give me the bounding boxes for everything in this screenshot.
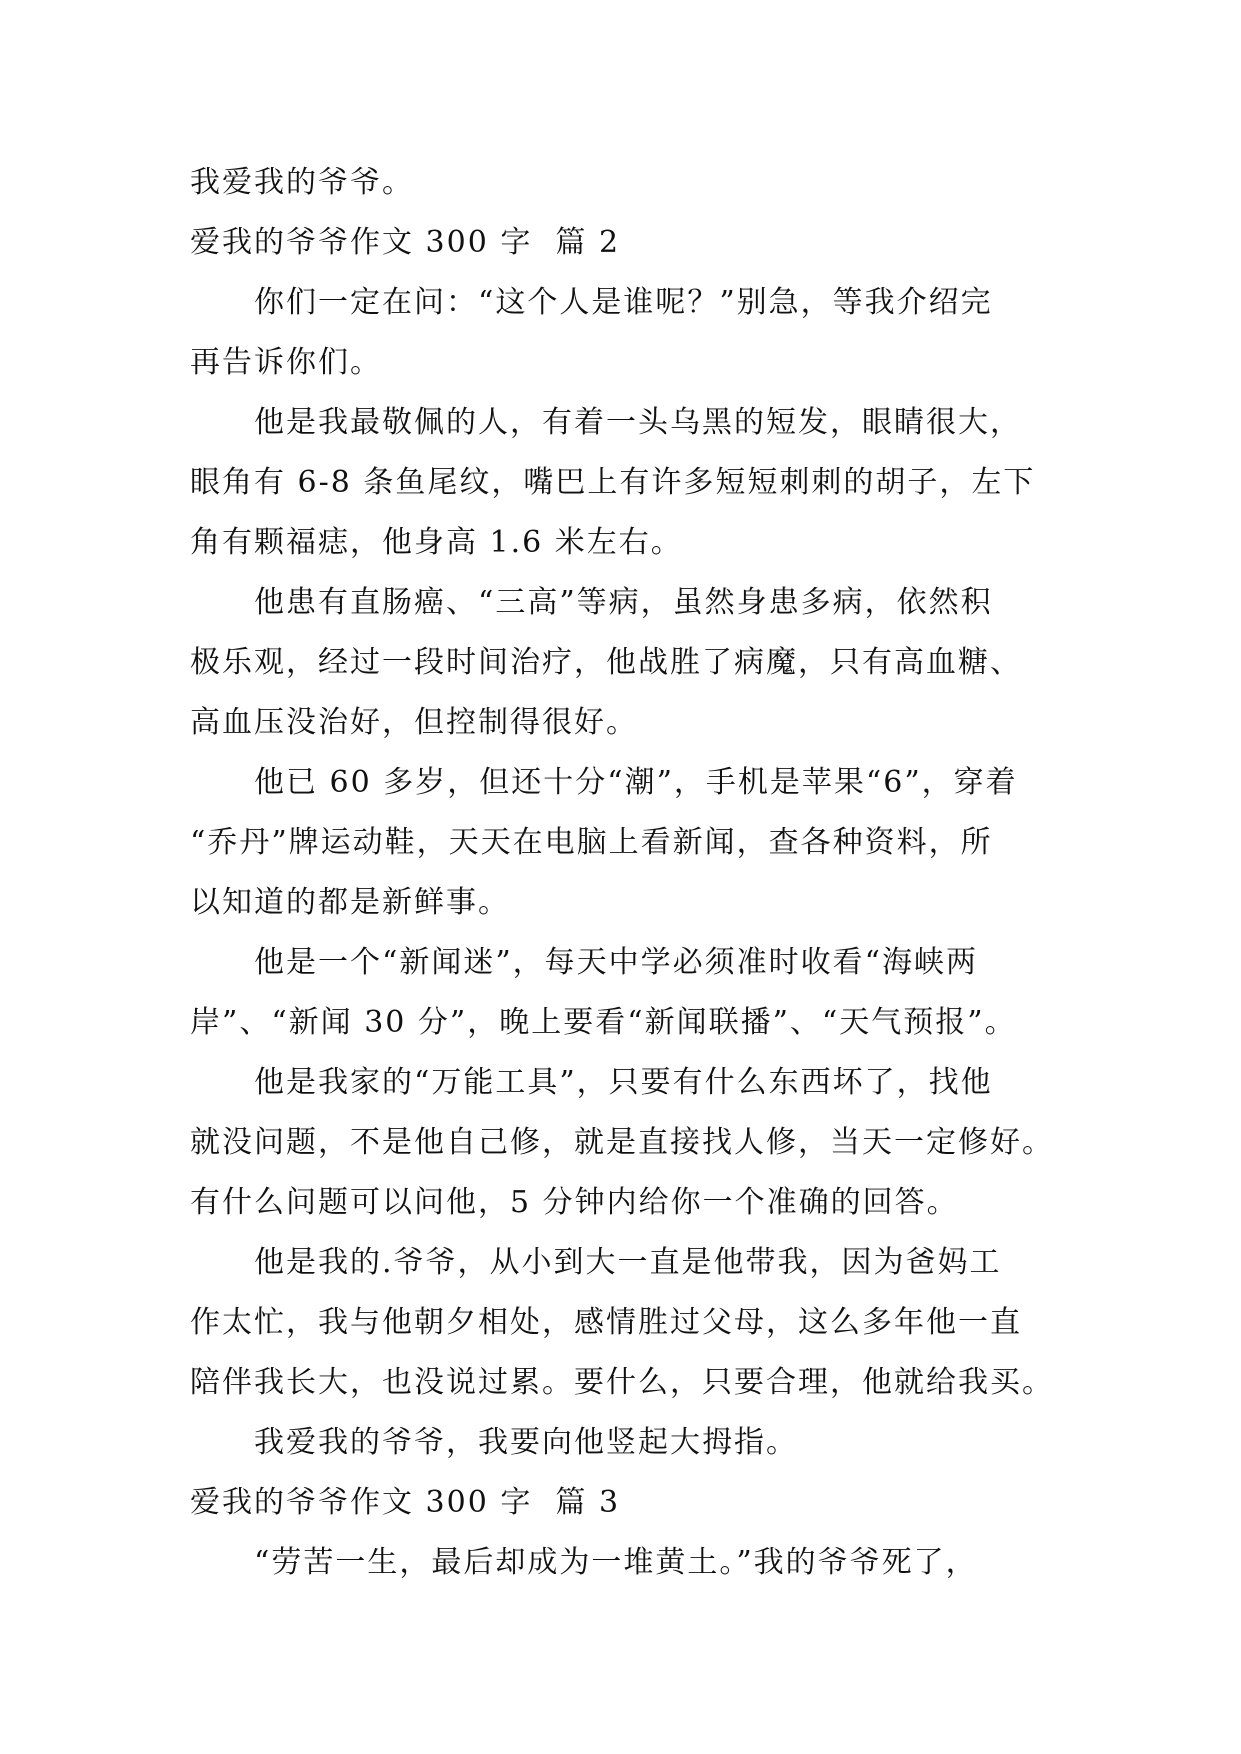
text-line: 他患有直肠癌、“三高”等病，虽然身患多病，依然积 [254, 585, 993, 620]
text-line: 我爱我的爷爷。 [190, 165, 414, 200]
text-line: 岸”、“新闻 30 分”，晚上要看“新闻联播”、“天气预报”。 [190, 1005, 1017, 1040]
text-line: 角有颗福痣，他身高 1.6 米左右。 [190, 525, 683, 560]
text-line: 他是我最敬佩的人，有着一头乌黑的短发，眼睛很大， [254, 405, 1022, 440]
text-line: 他是我家的“万能工具”，只要有什么东西坏了，找他 [254, 1065, 993, 1100]
text-line: 眼角有 6-8 条鱼尾纹，嘴巴上有许多短短刺刺的胡子，左下 [190, 465, 1036, 500]
text-line: 就没问题，不是他自己修，就是直接找人修，当天一定修好。 [190, 1125, 1054, 1160]
text-line: 极乐观，经过一段时间治疗，他战胜了病魔，只有高血糖、 [190, 645, 1022, 680]
text-line: 以知道的都是新鲜事。 [190, 885, 510, 920]
text-line: 有什么问题可以问他，5 分钟内给你一个准确的回答。 [190, 1185, 959, 1220]
text-line: “乔丹”牌运动鞋，天天在电脑上看新闻，查各种资料，所 [190, 825, 993, 860]
text-line: 你们一定在问：“这个人是谁呢？”别急，等我介绍完 [254, 285, 993, 320]
text-line: 他是我的.爷爷，从小到大一直是他带我，因为爸妈工 [254, 1245, 1002, 1280]
text-line: 再告诉你们。 [190, 345, 382, 380]
text-line: “劳苦一生，最后却成为一堆黄土。”我的爷爷死了， [254, 1545, 978, 1580]
article-text [190, 153, 1070, 1593]
text-line: 他是一个“新闻迷”，每天中学必须准时收看“海峡两 [254, 945, 979, 980]
text-line: 陪伴我长大，也没说过累。要什么，只要合理，他就给我买。 [190, 1365, 1054, 1400]
text-line: 他已 60 多岁，但还十分“潮”，手机是苹果“6”，穿着 [254, 765, 1018, 800]
text-line: 作太忙，我与他朝夕相处，感情胜过父母，这么多年他一直 [190, 1305, 1022, 1340]
text-line: 高血压没治好，但控制得很好。 [190, 705, 638, 740]
text-line: 我爱我的爷爷，我要向他竖起大拇指。 [254, 1425, 798, 1460]
text-line: 爱我的爷爷作文 300 字 篇 3 [190, 1485, 621, 1520]
text-line: 爱我的爷爷作文 300 字 篇 2 [190, 225, 621, 260]
